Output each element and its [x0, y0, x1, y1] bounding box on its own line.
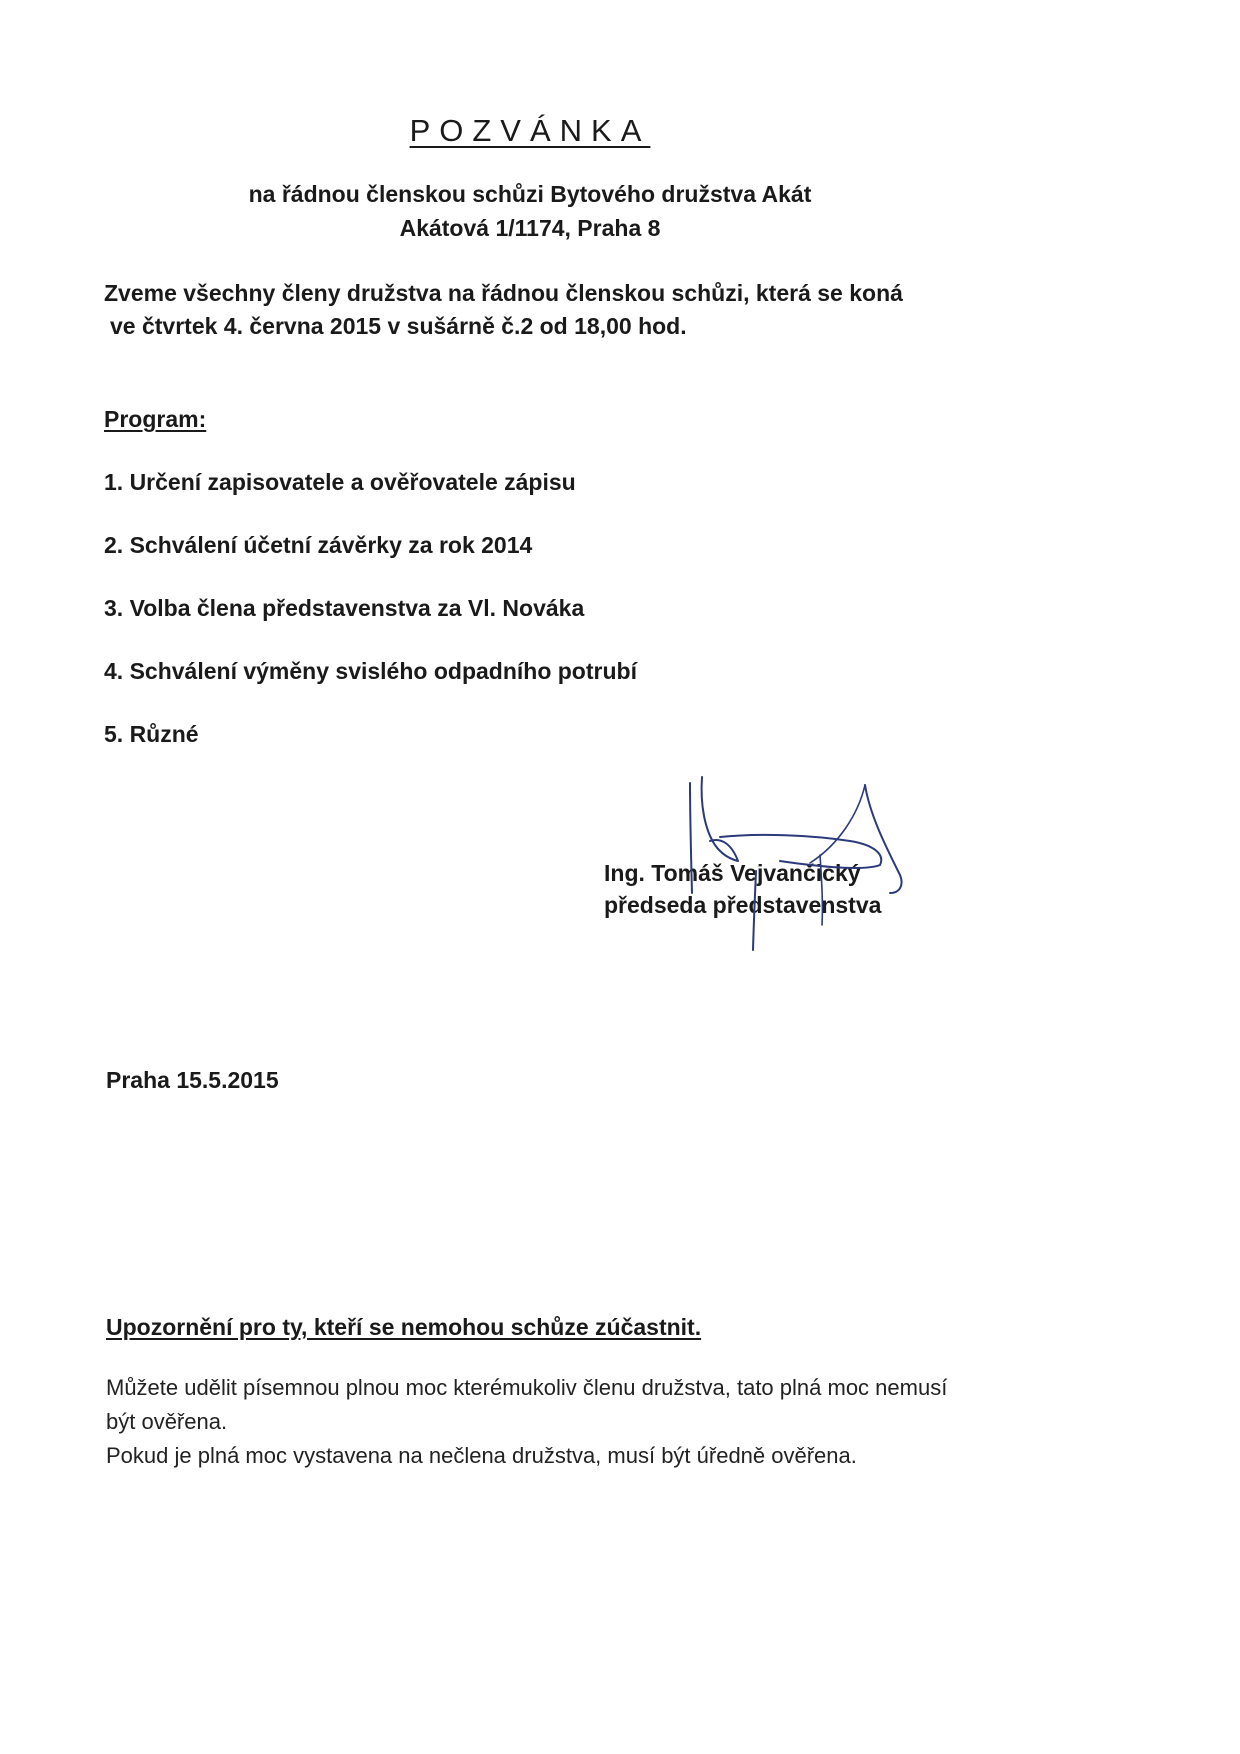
program-item: 4. Schválení výměny svislého odpadního potrubí	[104, 658, 637, 684]
subtitle-line-1: na řádnou členskou schůzi Bytového družstva Akát	[248, 181, 812, 207]
program-item: 3. Volba člena představenstva za Vl. Nováka	[104, 595, 585, 621]
place-and-date: Praha 15.5.2015	[106, 1067, 279, 1093]
signer-role: předseda představenstva	[604, 892, 882, 918]
signature-stroke	[690, 783, 692, 893]
notice-line: Můžete udělit písemnou plnou moc kterémukoliv členu družstva, tato plná moc nemusí	[106, 1375, 948, 1400]
handwritten-signature	[660, 775, 920, 955]
signature-stroke	[753, 871, 756, 950]
invitation-line-2: ve čtvrtek 4. června 2015 v sušárně č.2 od 18,00 hod.	[110, 313, 687, 339]
program-item: 5. Různé	[104, 721, 199, 747]
notice-line: Pokud je plná moc vystavena na nečlena družstva, musí být úředně ověřena.	[106, 1443, 857, 1468]
program-heading: Program:	[104, 406, 207, 432]
signature-stroke	[720, 835, 881, 868]
signer-name: Ing. Tomáš Vejvančický	[604, 860, 861, 886]
notice-heading: Upozornění pro ty, kteří se nemohou schůze zúčastnit.	[106, 1314, 702, 1340]
signature-stroke	[702, 777, 738, 861]
invitation-line-1: Zveme všechny členy družstva na řádnou členskou schůzi, která se koná	[104, 280, 903, 306]
program-item: 2. Schválení účetní závěrky za rok 2014	[104, 532, 533, 558]
notice-line: být ověřena.	[106, 1409, 228, 1434]
program-item: 1. Určení zapisovatele a ověřovatele zápisu	[104, 469, 576, 495]
document-title: POZVÁNKA	[409, 113, 651, 148]
subtitle-line-2: Akátová 1/1174, Praha 8	[399, 215, 661, 241]
signature-stroke	[810, 785, 865, 863]
signature-stroke	[865, 785, 902, 893]
